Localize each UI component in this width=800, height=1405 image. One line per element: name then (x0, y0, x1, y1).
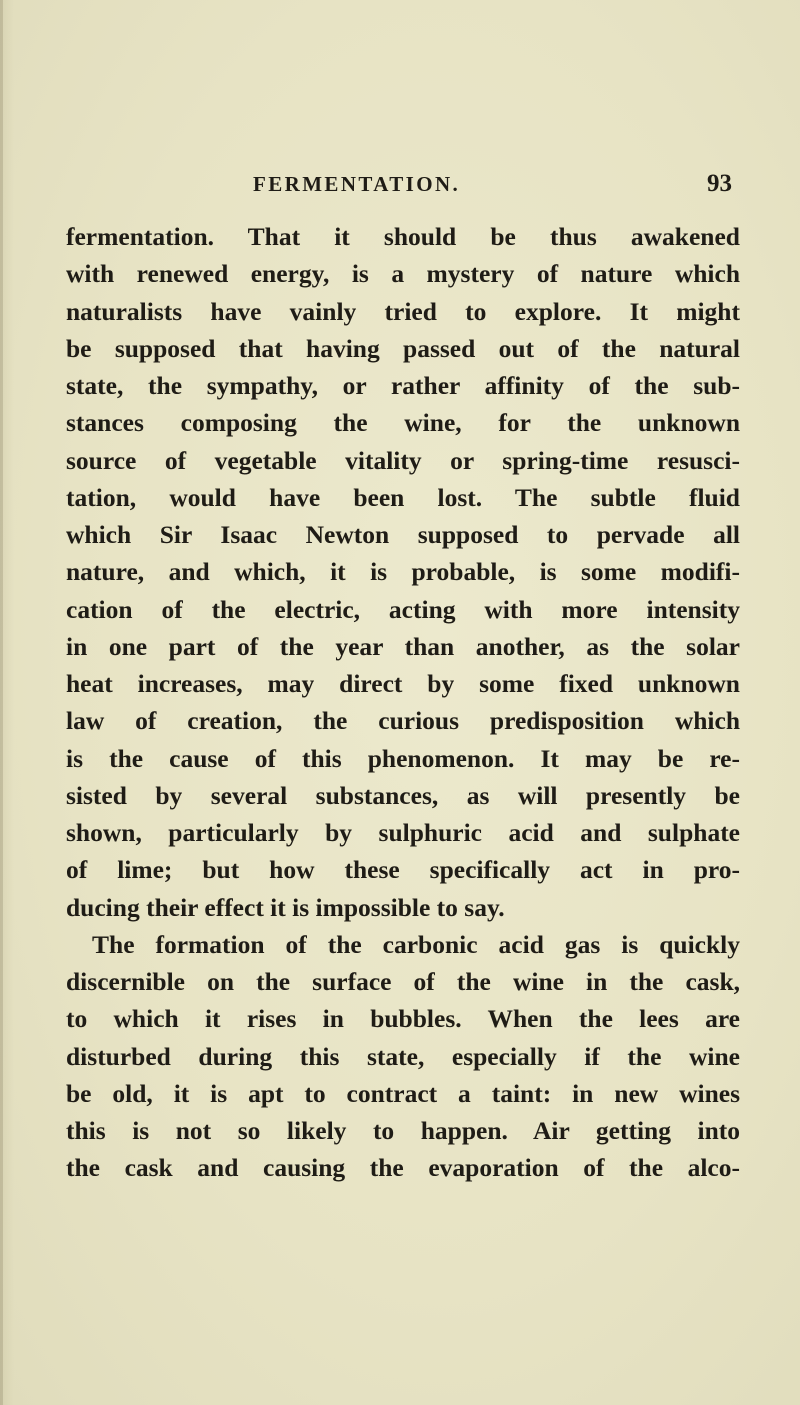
text-line: with renewed energy, is a mystery of nature which (66, 259, 740, 289)
text-line: is the cause of this phenomenon. It may be re- (66, 743, 740, 773)
text-line: be supposed that having passed out of the natural (66, 333, 740, 363)
text-line: this is not so likely to happen. Air getting into (66, 1116, 740, 1145)
text-line: tation, would have been lost. The subtle fluid (66, 482, 740, 512)
paragraph-last-line: ducing their effect it is impossible to say. (66, 892, 505, 922)
page-header (68, 170, 768, 202)
text-line: source of vegetable vitality or spring-time resusci- (66, 445, 740, 475)
text-line: discernible on the surface of the wine in the cask, (66, 967, 740, 996)
body-text (66, 218, 740, 1187)
text-line: disturbed during this state, especially if the wine (66, 1041, 740, 1071)
text-line: shown, particularly by sulphuric acid and sulphate (66, 818, 740, 847)
text-line: to which it rises in bubbles. When the lees are (66, 1004, 740, 1034)
text-line: heat increases, may direct by some fixed unknown (66, 669, 740, 698)
text-line: of lime; but how these specifically act in pro- (66, 855, 740, 885)
text-line: stances composing the wine, for the unknown (66, 408, 740, 438)
page-edge-shadow (0, 0, 3, 1405)
text-line: fermentation. That it should be thus awakened (66, 222, 740, 251)
running-head: FERMENTATION. (253, 172, 461, 196)
text-line: be old, it is apt to contract a taint: in new wines (66, 1078, 740, 1108)
text-line: law of creation, the curious predisposition which (66, 706, 740, 736)
text-line: which Sir Isaac Newton supposed to pervade all (66, 520, 740, 549)
text-line: sisted by several substances, as will presently be (66, 780, 740, 810)
page-number: 93 (707, 170, 732, 197)
paragraph-first-line: The formation of the carbonic acid gas is quickly (92, 929, 740, 959)
text-line: state, the sympathy, or rather affinity of the sub- (66, 371, 740, 400)
text-line: cation of the electric, acting with more intensity (66, 594, 740, 624)
text-line: naturalists have vainly tried to explore. It might (66, 296, 740, 326)
text-line: in one part of the year than another, as the solar (66, 631, 740, 661)
text-line: nature, and which, it is probable, is some modifi- (66, 557, 740, 587)
text-line: the cask and causing the evaporation of the alco- (66, 1153, 740, 1183)
